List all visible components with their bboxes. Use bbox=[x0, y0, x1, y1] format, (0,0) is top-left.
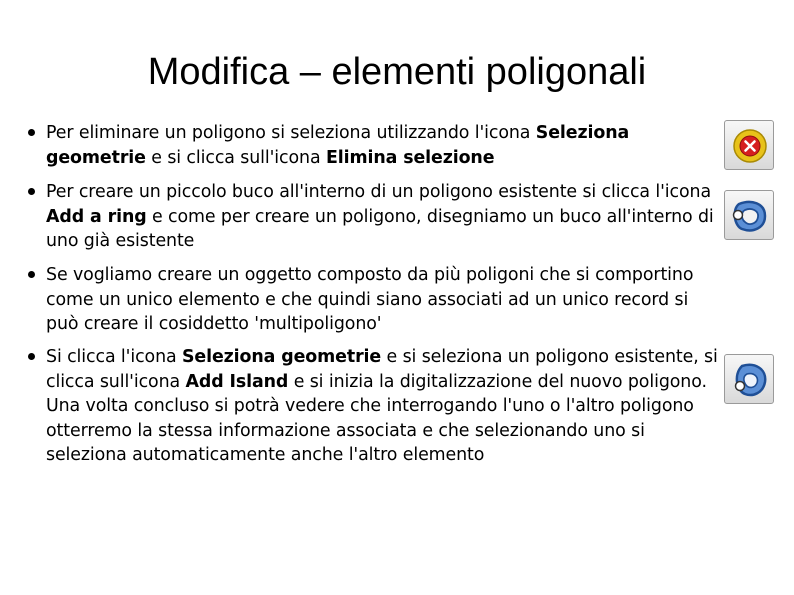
bullet-dot bbox=[28, 353, 35, 360]
text-run: Per creare un piccolo buco all'interno di un poligono esistente si clicca l'icona bbox=[46, 182, 712, 202]
text-run: Se vogliamo creare un oggetto composto da più poligoni che si comportino come un unico elemento e che quindi siano associati ad un unico record si può creare il cosiddetto 'multipoligono' bbox=[46, 265, 694, 334]
bullet-dot bbox=[28, 129, 35, 136]
add-ring-icon bbox=[724, 190, 774, 240]
bullet-text bbox=[46, 345, 726, 468]
bold-term: Seleziona geometrie bbox=[181, 347, 382, 367]
text-run: e si seleziona un poligono esistente, si clicca sull'icona bbox=[46, 347, 718, 392]
text-run: e si clicca sull'icona bbox=[145, 147, 326, 168]
bullet-text bbox=[46, 263, 726, 337]
slide-title: Modifica – elementi poligonali bbox=[147, 51, 647, 93]
text-run: e come per creare un poligono, disegniamo un buco all'interno di uno già esistente bbox=[46, 206, 714, 251]
text-run: Per eliminare un poligono si seleziona utilizzando l'icona bbox=[46, 123, 536, 143]
text-run: e si inizia la digitalizzazione del nuovo poligono. Una volta concluso si potrà vedere che interrogando l'uno o l'altro poligono otterremo la stessa informazione associata e che selezionando uno si seleziona automaticamente anche l'altro elemento bbox=[46, 371, 707, 465]
bold-term: Seleziona geometrie bbox=[46, 123, 630, 168]
bullet-dot bbox=[28, 188, 35, 195]
add-island-icon bbox=[724, 354, 774, 404]
delete-selection-icon bbox=[724, 120, 774, 170]
bullet-text bbox=[46, 180, 726, 254]
text-run: Si clicca l'icona bbox=[46, 347, 182, 367]
bullet-text bbox=[46, 121, 726, 170]
bold-term: Elimina selezione bbox=[325, 147, 495, 168]
bullet-dot bbox=[28, 271, 35, 278]
bold-term: Add Island bbox=[185, 371, 289, 392]
bold-term: Add a ring bbox=[46, 206, 147, 227]
